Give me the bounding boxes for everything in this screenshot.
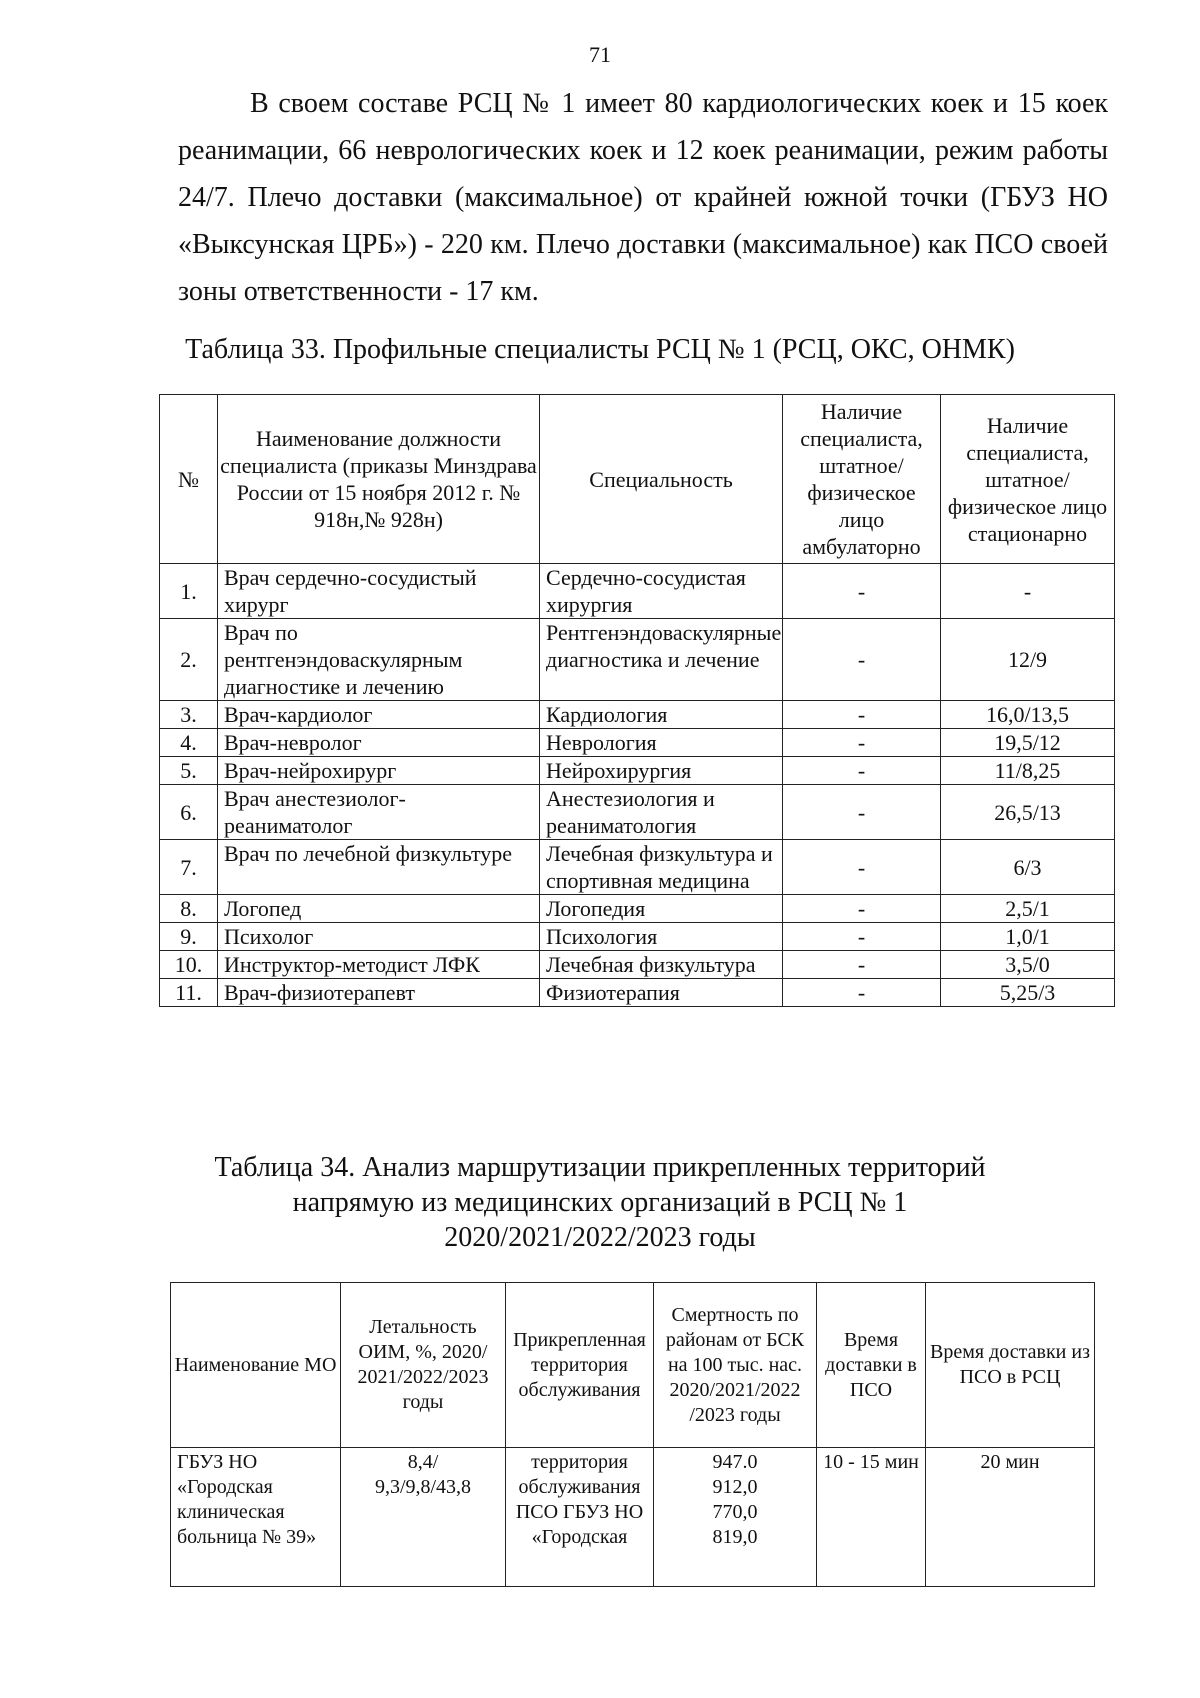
table-34-caption-line: напрямую из медицинских организаций в РСЦ № 1 [292,1187,908,1218]
header-mortality: Смертность по районам от БСК на 100 тыс. нас. 2020/2021/2022 /2023 годы [654,1283,817,1448]
row-ambulatory: - [783,757,941,785]
table-34-caption [0,1150,1200,1255]
table-33-header-row [160,395,1115,564]
row-number: 2. [160,619,218,701]
row-position: Врач сердечно-сосудистый хирург [218,564,540,619]
row-lethality [341,1448,506,1587]
row-ambulatory: - [783,619,941,701]
lethality-line: 9,3/9,8/43,8 [374,1476,472,1498]
table-row [160,757,1115,785]
row-position: Врач-невролог [218,729,540,757]
mortality-line: 912,0 [712,1476,758,1498]
table-33 [159,394,1115,1007]
row-number: 6. [160,785,218,840]
table-34 [170,1282,1095,1587]
header-time-to-rsc: Время доставки из ПСО в РСЦ [926,1283,1095,1448]
mortality-line: 947.0 [712,1451,758,1473]
table-row [160,619,1115,701]
row-ambulatory: - [783,840,941,895]
row-mo: ГБУЗ НО «Городская клиническая больница № 39» [171,1448,341,1587]
row-position: Врач-физиотерапевт [218,979,540,1007]
row-specialty: Кардиология [540,701,783,729]
row-inpatient: 26,5/13 [941,785,1115,840]
header-lethality: Летальность ОИМ, %, 2020/ 2021/2022/2023 годы [341,1283,506,1448]
row-ambulatory: - [783,701,941,729]
row-ambulatory: - [783,564,941,619]
row-specialty: Лечебная физкультура и спортивная медицина [540,840,783,895]
row-position: Психолог [218,923,540,951]
row-inpatient: 16,0/13,5 [941,701,1115,729]
row-time-to-rsc: 20 мин [926,1448,1095,1587]
row-number: 8. [160,895,218,923]
row-inpatient: 5,25/3 [941,979,1115,1007]
row-number: 9. [160,923,218,951]
row-ambulatory: - [783,951,941,979]
row-number: 1. [160,564,218,619]
mortality-line: 819,0 [712,1526,758,1548]
header-territory: Прикрепленная территория обслуживания [506,1283,654,1448]
table-34-caption-line: 2020/2021/2022/2023 годы [444,1222,756,1253]
table-row [160,729,1115,757]
row-ambulatory: - [783,729,941,757]
row-number: 4. [160,729,218,757]
page-number: 71 [589,42,611,67]
row-specialty: Рентгенэндоваскулярные диагностика и лечение [540,619,783,701]
table-row [160,951,1115,979]
table-row [160,785,1115,840]
row-ambulatory: - [783,979,941,1007]
row-inpatient: - [941,564,1115,619]
row-inpatient: 19,5/12 [941,729,1115,757]
header-specialty: Специальность [540,395,783,564]
row-specialty: Физиотерапия [540,979,783,1007]
row-position: Логопед [218,895,540,923]
row-number: 10. [160,951,218,979]
row-specialty: Неврология [540,729,783,757]
header-mo: Наименование МО [171,1283,341,1448]
row-specialty: Анестезиология и реаниматология [540,785,783,840]
row-specialty: Лечебная физкультура [540,951,783,979]
row-position: Врач анестезиолог-реаниматолог [218,785,540,840]
lethality-line: 8,4/ [407,1451,439,1473]
row-position: Врач по рентгенэндоваскулярным диагностике и лечению [218,619,540,701]
table-row [160,840,1115,895]
row-ambulatory: - [783,895,941,923]
row-number: 5. [160,757,218,785]
table-33-caption: Таблица 33. Профильные специалисты РСЦ № 1 (РСЦ, ОКС, ОНМК) [185,334,1015,365]
row-position: Врач-нейрохирург [218,757,540,785]
row-specialty: Психология [540,923,783,951]
row-specialty: Сердечно-сосудистая хирургия [540,564,783,619]
row-ambulatory: - [783,923,941,951]
row-position: Врач-кардиолог [218,701,540,729]
row-inpatient: 11/8,25 [941,757,1115,785]
body-paragraph: В своем составе РСЦ № 1 имеет 80 кардиологических коек и 15 коек реанимации, 66 неврологических коек и 12 коек реанимации, режим работы 24/7. Плечо доставки (максимальное) от крайней южной точки (ГБУЗ НО «Выксунская ЦРБ») - 220 км. Плечо доставки (максимальное) как ПСО своей зоны ответственности - 17 км. [178,88,1108,307]
table-row [160,895,1115,923]
table-row [160,701,1115,729]
header-ambulatory: Наличие специалиста, штатное/физическое лицо амбулаторно [783,395,941,564]
row-specialty: Логопедия [540,895,783,923]
row-inpatient: 12/9 [941,619,1115,701]
row-specialty: Нейрохирургия [540,757,783,785]
header-time-to-pso: Время доставки в ПСО [817,1283,926,1448]
header-position: Наименование должности специалиста (приказы Минздрава России от 15 ноября 2012 г. № 918н,№ 928н) [218,395,540,564]
row-inpatient: 6/3 [941,840,1115,895]
row-inpatient: 1,0/1 [941,923,1115,951]
row-inpatient: 3,5/0 [941,951,1115,979]
row-position: Врач по лечебной физкультуре [218,840,540,895]
row-number: 11. [160,979,218,1007]
row-territory: территория обслуживания ПСО ГБУЗ НО «Городская [506,1448,654,1587]
mortality-line: 770,0 [712,1501,758,1523]
row-position: Инструктор-методист ЛФК [218,951,540,979]
row-mortality [654,1448,817,1587]
row-time-to-pso: 10 - 15 мин [817,1448,926,1587]
row-ambulatory: - [783,785,941,840]
row-inpatient: 2,5/1 [941,895,1115,923]
header-number: № [160,395,218,564]
row-number: 7. [160,840,218,895]
table-34-caption-line: Таблица 34. Анализ маршрутизации прикрепленных территорий [214,1152,986,1183]
table-34-header-row [171,1283,1095,1448]
table-row [160,564,1115,619]
header-inpatient: Наличие специалиста, штатное/физическое лицо стационарно [941,395,1115,564]
table-row [160,923,1115,951]
row-number: 3. [160,701,218,729]
table-row [160,979,1115,1007]
table-row [171,1448,1095,1587]
